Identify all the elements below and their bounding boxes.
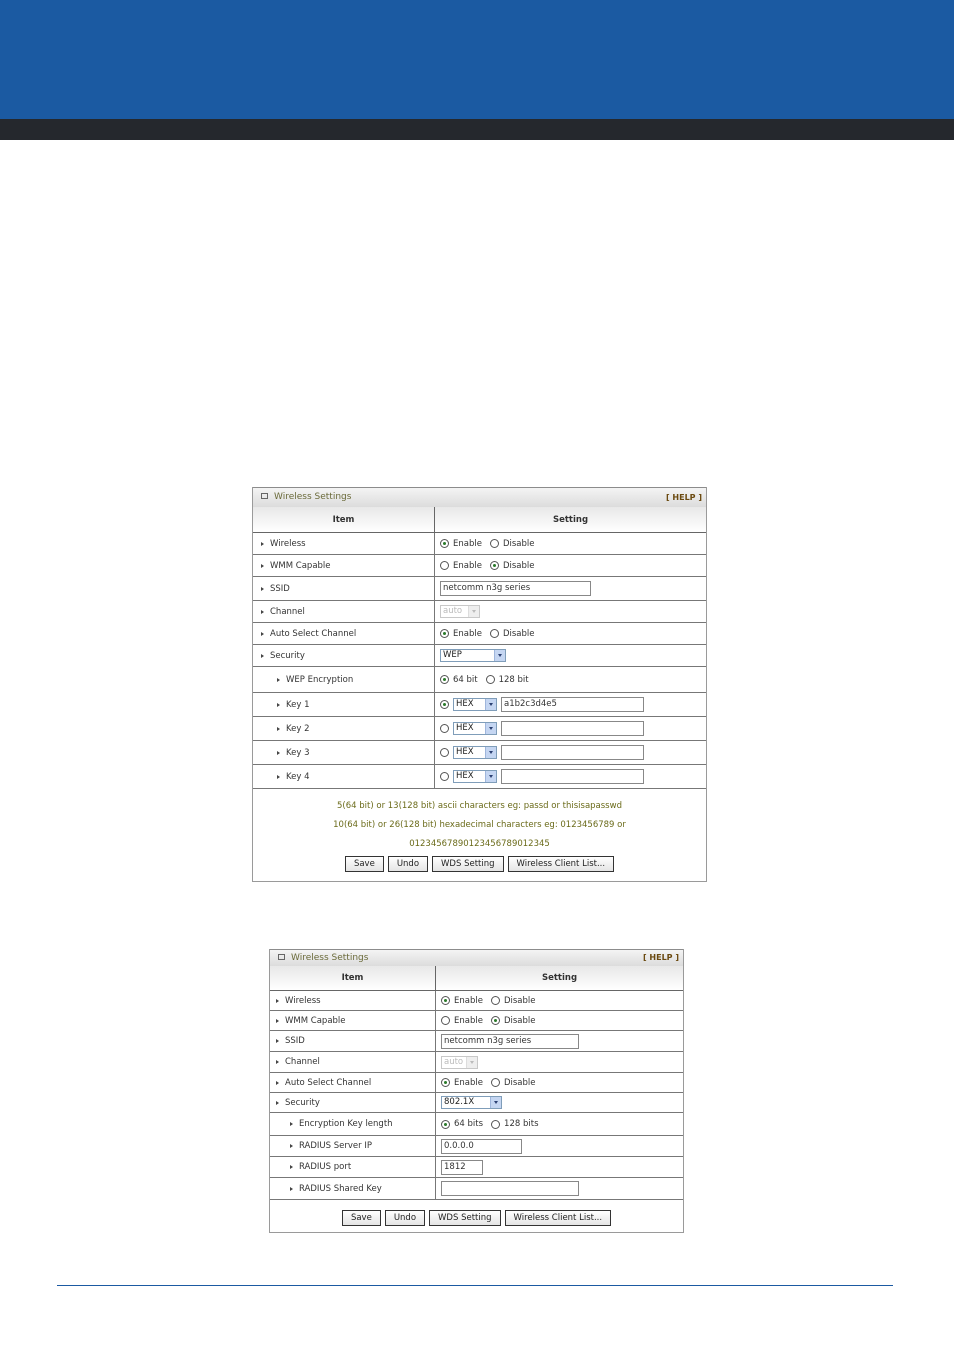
key2-input[interactable] <box>501 721 644 736</box>
wmm-label: WMM Capable <box>285 1015 346 1026</box>
ssid-input[interactable]: netcomm n3g series <box>440 581 591 596</box>
table-header <box>253 507 706 533</box>
wireless-label: Wireless <box>285 995 321 1006</box>
key4-input[interactable] <box>501 769 644 784</box>
table-row <box>253 693 706 717</box>
chevron-down-icon <box>466 1057 477 1068</box>
wds-setting-button[interactable]: WDS Setting <box>429 1210 500 1226</box>
bullet-arrow-icon <box>261 654 264 658</box>
table-row <box>270 1031 683 1052</box>
table-row <box>253 577 706 601</box>
save-button[interactable]: Save <box>345 856 384 872</box>
key3-input[interactable] <box>501 745 644 760</box>
ssid-input[interactable]: netcomm n3g series <box>441 1034 579 1049</box>
security-label: Security <box>270 650 305 661</box>
radius-port-input[interactable]: 1812 <box>441 1160 483 1175</box>
panel-titlebar <box>253 487 706 507</box>
key1-format-select[interactable]: HEX <box>453 698 497 711</box>
channel-label: Channel <box>270 606 305 617</box>
key1-input[interactable]: a1b2c3d4e5 <box>501 697 644 712</box>
wds-setting-button[interactable]: WDS Setting <box>432 856 503 872</box>
wmm-disable-radio[interactable] <box>491 1016 500 1025</box>
key2-radio[interactable] <box>440 724 449 733</box>
undo-button[interactable]: Undo <box>388 856 428 872</box>
table-row <box>270 1157 683 1178</box>
security-select[interactable]: WEP <box>440 649 506 662</box>
table-row: WEP Encryption 64 bit 128 bit <box>253 667 706 693</box>
auto-channel-enable-radio[interactable] <box>440 629 449 638</box>
bullet-arrow-icon <box>290 1187 293 1191</box>
key-length-label: Encryption Key length <box>299 1119 393 1129</box>
channel-select[interactable]: auto <box>441 1056 478 1069</box>
key-64bits-radio[interactable] <box>441 1120 450 1129</box>
key4-label: Key 4 <box>286 771 310 782</box>
wireless-client-list-button[interactable]: Wireless Client List... <box>508 856 615 872</box>
table-row: Auto Select Channel Enable Disable <box>253 623 706 645</box>
undo-button[interactable]: Undo <box>385 1210 425 1226</box>
key1-radio[interactable] <box>440 700 449 709</box>
auto-channel-disable-radio[interactable] <box>491 1078 500 1087</box>
table-row: WMM Capable Enable Disable <box>253 555 706 577</box>
table-row: WMM Capable Enable Disable <box>270 1011 683 1031</box>
chevron-down-icon <box>485 699 496 710</box>
auto-channel-label: Auto Select Channel <box>270 628 357 639</box>
table-row <box>270 1093 683 1113</box>
wireless-enable-radio[interactable] <box>441 996 450 1005</box>
radius-ip-label: RADIUS Server IP <box>299 1141 372 1151</box>
bullet-arrow-icon <box>276 1019 279 1023</box>
wmm-label: WMM Capable <box>270 560 331 571</box>
auto-channel-label: Auto Select Channel <box>285 1077 372 1088</box>
wep-128bit-radio[interactable] <box>486 675 495 684</box>
wep-encryption-label: WEP Encryption <box>286 674 354 685</box>
bullet-arrow-icon <box>276 1101 279 1105</box>
col-item-header: Item <box>253 507 435 532</box>
table-row <box>253 741 706 765</box>
ssid-label: SSID <box>285 1036 305 1046</box>
bullet-arrow-icon <box>277 775 280 779</box>
key2-label: Key 2 <box>286 723 310 734</box>
bullet-arrow-icon <box>276 1060 279 1064</box>
panel-titlebar <box>270 949 683 966</box>
security-select[interactable]: 802.1X <box>441 1096 502 1109</box>
bullet-arrow-icon <box>277 703 280 707</box>
col-setting-header: Setting <box>552 514 589 525</box>
security-label: Security <box>285 1097 320 1108</box>
bullet-arrow-icon <box>290 1122 293 1126</box>
note-line: 01234567890123456789012345 <box>409 839 550 849</box>
key-128bits-radio[interactable] <box>491 1120 500 1129</box>
bullet-arrow-icon <box>261 632 264 636</box>
radius-port-label: RADIUS port <box>299 1162 352 1172</box>
wireless-label: Wireless <box>270 538 306 549</box>
help-link[interactable]: [ HELP ] <box>642 953 679 962</box>
table-row <box>253 601 706 623</box>
bullet-arrow-icon <box>276 999 279 1003</box>
button-bar <box>270 1200 683 1226</box>
header-stripe <box>0 119 954 140</box>
ssid-label: SSID <box>270 583 290 594</box>
radius-key-input[interactable] <box>441 1181 579 1196</box>
panel-title: Wireless Settings <box>291 953 369 963</box>
table-row: Wireless Enable Disable <box>253 533 706 555</box>
auto-channel-enable-radio[interactable] <box>441 1078 450 1087</box>
key3-radio[interactable] <box>440 748 449 757</box>
bullet-arrow-icon <box>290 1144 293 1148</box>
wireless-client-list-button[interactable]: Wireless Client List... <box>505 1210 612 1226</box>
wireless-disable-radio[interactable] <box>490 539 499 548</box>
key2-format-select[interactable]: HEX <box>453 722 497 735</box>
bullet-arrow-icon <box>276 1039 279 1043</box>
radius-ip-input[interactable]: 0.0.0.0 <box>441 1139 522 1154</box>
bullet-arrow-icon <box>290 1165 293 1169</box>
bullet-arrow-icon <box>276 1081 279 1085</box>
col-item-header: Item <box>270 966 436 990</box>
key4-format-select[interactable]: HEX <box>453 770 497 783</box>
save-button[interactable]: Save <box>342 1210 381 1226</box>
chevron-down-icon <box>468 606 479 617</box>
table-row: Encryption Key length 64 bits 128 bits <box>270 1113 683 1136</box>
help-link[interactable]: [ HELP ] <box>665 493 702 502</box>
auto-channel-disable-radio[interactable] <box>490 629 499 638</box>
wmm-disable-radio[interactable] <box>490 561 499 570</box>
chevron-down-icon <box>490 1097 501 1108</box>
window-box-icon <box>261 493 268 499</box>
table-row: Wireless Enable Disable <box>270 991 683 1011</box>
wireless-settings-panel-wep <box>252 487 707 882</box>
table-row <box>253 717 706 741</box>
key-format-notes <box>253 789 706 856</box>
wireless-settings-panel-8021x <box>269 949 684 1233</box>
panel-title: Wireless Settings <box>274 492 352 502</box>
chevron-down-icon <box>485 747 496 758</box>
note-line: 10(64 bit) or 26(128 bit) hexadecimal characters eg: 0123456789 or <box>333 820 626 830</box>
chevron-down-icon <box>485 723 496 734</box>
footer-divider <box>57 1285 893 1286</box>
table-row: Auto Select Channel Enable Disable <box>270 1073 683 1093</box>
wireless-disable-radio[interactable] <box>491 996 500 1005</box>
table-row <box>253 765 706 789</box>
chevron-down-icon <box>485 771 496 782</box>
channel-select[interactable]: auto <box>440 605 480 618</box>
table-row <box>270 1178 683 1200</box>
bullet-arrow-icon <box>261 587 264 591</box>
bullet-arrow-icon <box>261 564 264 568</box>
col-setting-header: Setting <box>541 973 578 983</box>
bullet-arrow-icon <box>261 542 264 546</box>
wmm-enable-radio[interactable] <box>441 1016 450 1025</box>
bullet-arrow-icon <box>261 610 264 614</box>
key1-label: Key 1 <box>286 699 310 710</box>
radius-key-label: RADIUS Shared Key <box>299 1183 382 1194</box>
header-band <box>0 0 954 119</box>
window-box-icon <box>278 954 285 960</box>
bullet-arrow-icon <box>277 727 280 731</box>
table-header <box>270 966 683 991</box>
bullet-arrow-icon <box>277 751 280 755</box>
button-bar <box>253 856 706 872</box>
table-row <box>253 645 706 667</box>
table-row <box>270 1136 683 1157</box>
wep-64bit-radio[interactable] <box>440 675 449 684</box>
key3-label: Key 3 <box>286 747 310 758</box>
bullet-arrow-icon <box>277 678 280 682</box>
wireless-enable-radio[interactable] <box>440 539 449 548</box>
key3-format-select[interactable]: HEX <box>453 746 497 759</box>
channel-label: Channel <box>285 1057 320 1067</box>
table-row <box>270 1052 683 1073</box>
note-line: 5(64 bit) or 13(128 bit) ascii characters eg: passd or thisisapasswd <box>337 801 622 811</box>
chevron-down-icon <box>494 650 505 661</box>
key4-radio[interactable] <box>440 772 449 781</box>
wmm-enable-radio[interactable] <box>440 561 449 570</box>
